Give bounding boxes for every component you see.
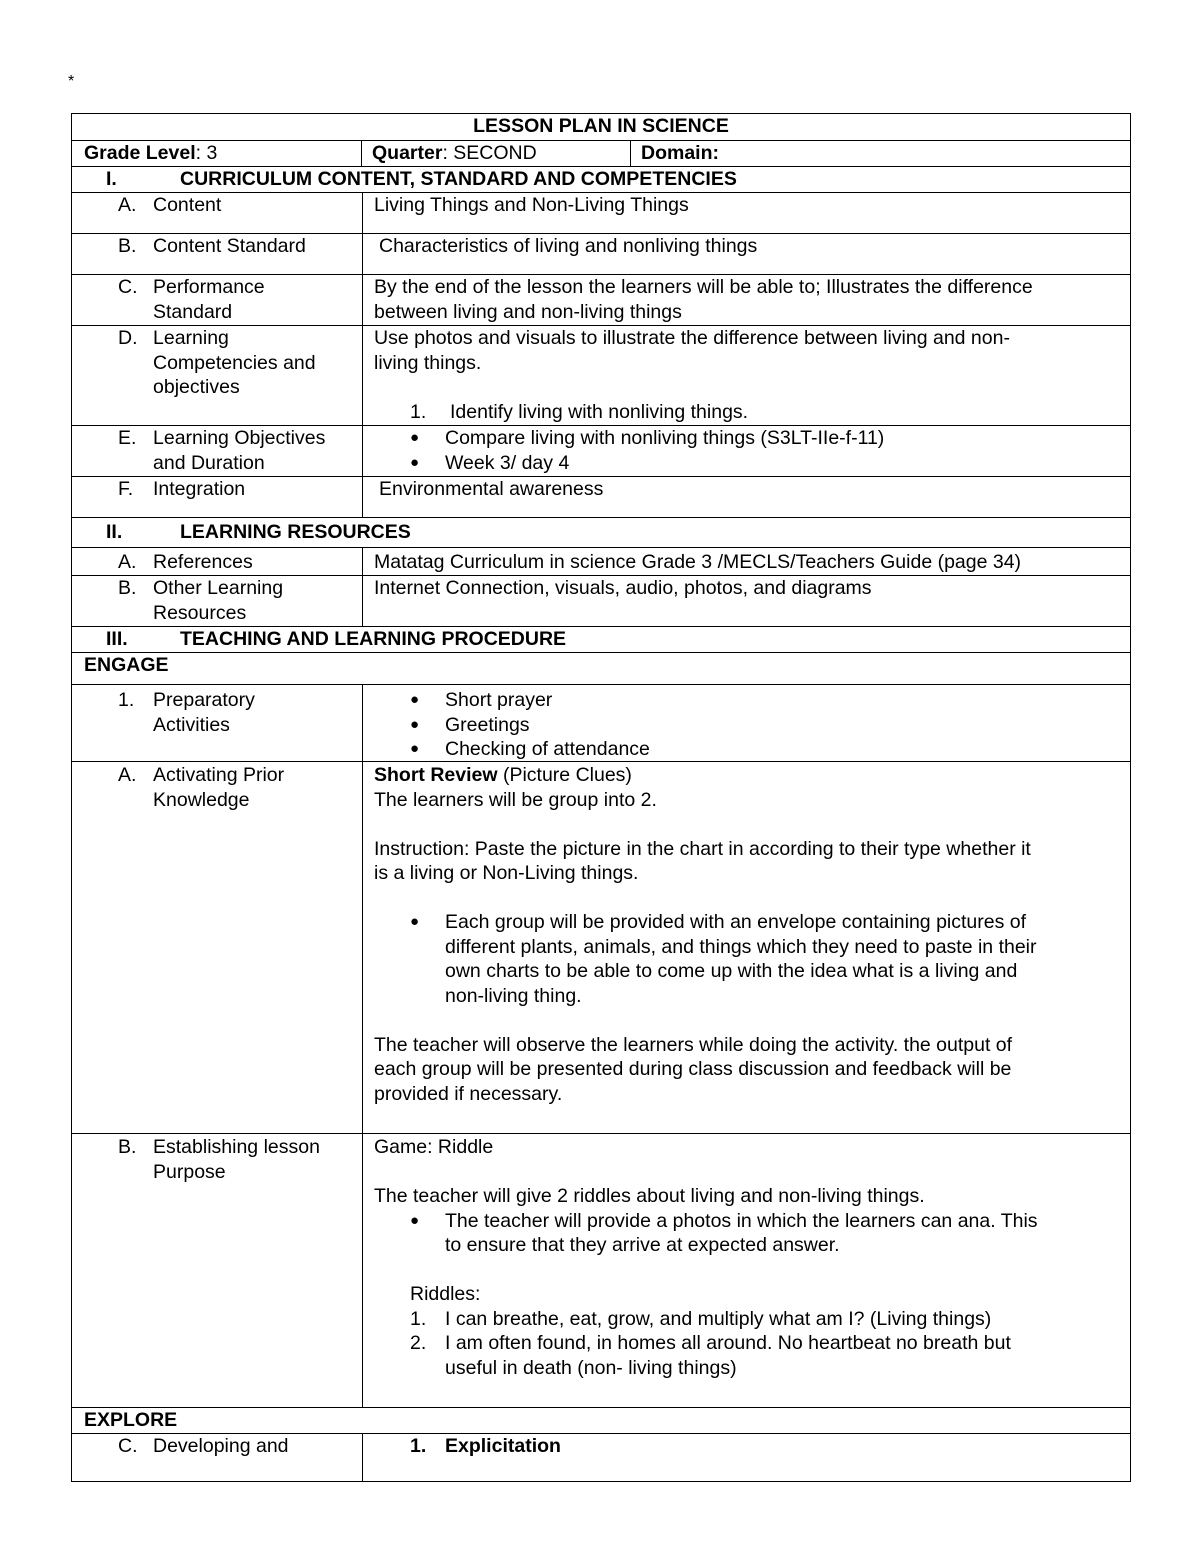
preparatory-marker: 1. <box>118 689 135 711</box>
lesson-purpose-marker: B. <box>118 1136 137 1158</box>
performance-standard-marker: C. <box>118 276 138 298</box>
explicitation-item: 1. Explicitation <box>410 1435 561 1457</box>
explore-title: EXPLORE <box>84 1409 178 1431</box>
domain-label: Domain: <box>641 142 719 164</box>
integration-label: Integration <box>153 478 246 500</box>
section-1-title: CURRICULUM CONTENT, STANDARD AND COMPETENCIES <box>180 168 737 190</box>
prior-knowledge-label-2: Knowledge <box>153 788 250 811</box>
other-resources-row <box>72 576 1130 627</box>
riddle-2: 2. I am often found, in homes all around. No heartbeat no breath but useful in death (non- living things) <box>410 1332 1011 1379</box>
integration-marker: F. <box>118 478 134 500</box>
content-label: Content <box>153 194 222 216</box>
section-3-title: TEACHING AND LEARNING PROCEDURE <box>180 628 567 650</box>
section-1-heading <box>72 167 1130 193</box>
preparatory-row <box>72 685 1130 762</box>
references-marker: A. <box>118 551 137 573</box>
objectives-marker: E. <box>118 427 137 449</box>
short-review-line <box>374 763 1118 788</box>
performance-standard-row <box>72 275 1130 326</box>
other-resources-value: Internet Connection, visuals, audio, photos, and diagrams <box>374 577 872 599</box>
other-resources-label-1: Other Learning <box>153 577 284 599</box>
section-3-roman: III. <box>106 628 128 650</box>
competencies-item-marker: 1. <box>410 400 427 423</box>
developing-marker: C. <box>118 1435 138 1457</box>
prior-knowledge-row <box>72 762 1130 1134</box>
lesson-purpose-row <box>72 1134 1130 1408</box>
objectives-label-1: Learning Objectives <box>153 427 326 449</box>
preparatory-bullet-1: ● Short prayer <box>410 689 553 711</box>
competencies-label-2: Competencies and <box>153 351 316 374</box>
content-marker: A. <box>118 194 137 216</box>
competencies-row <box>72 326 1130 426</box>
section-2-title: LEARNING RESOURCES <box>180 521 411 543</box>
instruction-line-1: Instruction: Paste the picture in the chart in according to their type whether it <box>374 837 1031 860</box>
bullet-icon: ● <box>410 715 420 733</box>
other-resources-label-2: Resources <box>153 601 247 624</box>
content-standard-label: Content Standard <box>153 235 306 257</box>
performance-standard-label-1: Performance <box>153 276 265 298</box>
quarter-cell <box>362 141 631 166</box>
content-row <box>72 193 1130 234</box>
quarter-value: : SECOND <box>442 142 537 164</box>
group-line: The learners will be group into 2. <box>374 788 657 811</box>
section-3-heading <box>72 627 1130 653</box>
references-row <box>72 548 1130 576</box>
grade-level-value: : 3 <box>195 142 218 164</box>
engage-title: ENGAGE <box>84 654 169 676</box>
instruction-line-2: is a living or Non-Living things. <box>374 862 639 884</box>
objectives-label-2: and Duration <box>153 451 265 474</box>
performance-standard-label-2: Standard <box>153 300 233 323</box>
objectives-bullet-1: ● Compare living with nonliving things (S3LT-IIe-f-11) <box>410 427 885 449</box>
table-title-row <box>72 114 1130 141</box>
photos-bullet: ● The teacher will provide a photos in which the learners can ana. This to ensure that they arrive at expected answer. <box>410 1209 1038 1256</box>
competencies-label-1: Learning <box>153 327 229 349</box>
content-standard-value: Characteristics of living and nonliving things <box>379 235 758 257</box>
observe-line-2: each group will be presented during class discussion and feedback will be <box>374 1058 1012 1080</box>
game-riddle-line: Game: Riddle <box>374 1136 494 1158</box>
preparatory-bullet-3: ● Checking of attendance <box>410 738 650 760</box>
riddle-1: 1. I can breathe, eat, grow, and multiply what am I? (Living things) <box>410 1307 992 1330</box>
developing-row <box>72 1434 1130 1482</box>
bullet-icon: ● <box>410 453 420 471</box>
developing-label: Developing and <box>153 1435 289 1457</box>
bullet-icon: ● <box>410 913 420 930</box>
explore-heading <box>72 1408 1130 1434</box>
grade-level-label: Grade Level <box>84 142 196 164</box>
asterisk-mark: * <box>68 73 75 90</box>
content-standard-row <box>72 234 1130 275</box>
lesson-purpose-label-1: Establishing lesson <box>153 1136 320 1158</box>
grade-level-cell <box>72 141 362 166</box>
bullet-icon: ● <box>410 429 420 446</box>
competencies-value-2: living things. <box>374 351 482 374</box>
integration-value: Environmental awareness <box>379 478 604 500</box>
lesson-plan-title: LESSON PLAN IN SCIENCE <box>473 115 729 137</box>
short-review-bold: Short Review <box>374 764 498 786</box>
preparatory-label-2: Activities <box>153 713 230 736</box>
preparatory-bullet-2: ● Greetings <box>410 713 530 736</box>
grade-quarter-domain-row <box>72 141 1130 167</box>
section-2-roman: II. <box>106 521 123 543</box>
other-resources-marker: B. <box>118 577 137 599</box>
competencies-item-text: Identify living with nonliving things. <box>450 400 749 423</box>
prior-knowledge-label-1: Activating Prior <box>153 764 285 786</box>
lesson-plan-table <box>71 113 1131 1482</box>
integration-row <box>72 477 1130 518</box>
prior-knowledge-marker: A. <box>118 764 137 786</box>
objectives-bullet-2: ● Week 3/ day 4 <box>410 451 570 474</box>
content-value: Living Things and Non-Living Things <box>374 194 689 216</box>
bullet-icon: ● <box>410 1211 420 1229</box>
competencies-list-item <box>374 400 1118 425</box>
competencies-value-1: Use photos and visuals to illustrate the difference between living and non- <box>374 327 1010 349</box>
bullet-icon: ● <box>410 691 420 708</box>
riddles-intro-line: The teacher will give 2 riddles about living and non-living things. <box>374 1185 925 1207</box>
quarter-label: Quarter <box>372 142 443 164</box>
content-standard-marker: B. <box>118 235 137 257</box>
section-1-roman: I. <box>106 168 117 190</box>
objectives-row <box>72 426 1130 477</box>
competencies-marker: D. <box>118 327 138 349</box>
competencies-label-3: objectives <box>153 376 240 398</box>
section-2-heading <box>72 518 1130 548</box>
domain-cell <box>631 141 1130 166</box>
short-review-rest: (Picture Clues) <box>497 764 632 786</box>
lesson-purpose-label-2: Purpose <box>153 1160 226 1183</box>
observe-line-3: provided if necessary. <box>374 1082 563 1105</box>
references-label: References <box>153 551 253 573</box>
observe-line-1: The teacher will observe the learners while doing the activity. the output of <box>374 1033 1013 1056</box>
performance-standard-value-2: between living and non-living things <box>374 300 682 323</box>
performance-standard-value-1: By the end of the lesson the learners will be able to; Illustrates the difference <box>374 276 1033 298</box>
engage-heading <box>72 653 1130 685</box>
bullet-icon: ● <box>410 740 420 757</box>
envelope-bullet: ● Each group will be provided with an envelope containing pictures of different plants, animals, and things which they need to paste in their own charts to be able to come up with the idea what is a living and non-living thing. <box>410 911 1037 1007</box>
preparatory-label-1: Preparatory <box>153 689 255 711</box>
references-value: Matatag Curriculum in science Grade 3 /MECLS/Teachers Guide (page 34) <box>374 551 1022 573</box>
riddles-label: Riddles: <box>410 1283 481 1305</box>
